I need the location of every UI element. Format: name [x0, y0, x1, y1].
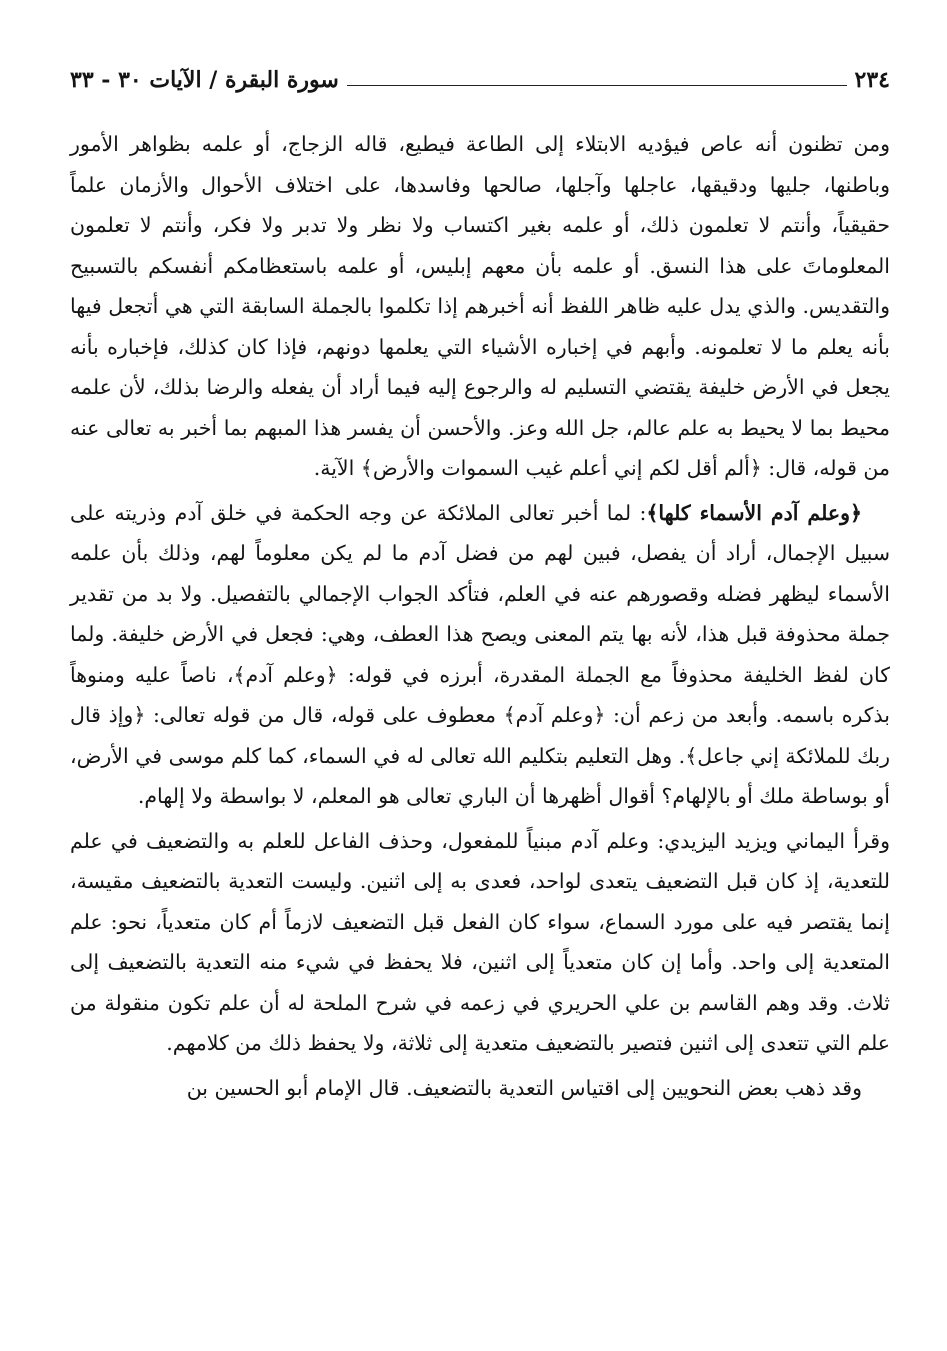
- surah-title: سورة البقرة / الآيات ٣٠ - ٣٣: [70, 67, 339, 93]
- page-header: [70, 52, 890, 92]
- page-number: ٢٣٤: [854, 67, 890, 93]
- page-body: [70, 124, 890, 1108]
- paragraph-2-text: : لما أخبر تعالى الملائكة عن وجه الحكمة في خلق آدم وذريته على سبيل الإجمال، أراد أن يفصل، فبين لهم من فضل آدم ما لم يكن معلوماً لهم، وذلك بأن علمه الأسماء ليظهر فضله وقصورهم عنه في العلم، فتأكد الجواب الإجمالي بالتفصيل. ولا بد من تقدير جملة محذوفة قبل هذا، لأنه بها يتم المعنى ويصح هذا العطف، وهي: فجعل في الأرض خليفة. ولما كان لفظ الخليفة محذوفاً مع الجملة المقدرة، أبرزه في قوله: ﴿وعلم آدم﴾، ناصاً عليه ومنوهاً بذكره باسمه. وأبعد من زعم أن: ﴿وعلم آدم﴾ معطوف على قوله، قال من قوله تعالى: ﴿وإذ قال ربك للملائكة إني جاعل﴾. وهل التعليم بتكليم الله تعالى له في السماء، كما كلم موسى في الأرض، أو بوساطة ملك أو بالإلهام؟ أقوال أظهرها أن الباري تعالى هو المعلم، لا بواسطة ولا إلهام.: [70, 500, 890, 808]
- paragraph-2: [70, 493, 890, 817]
- paragraph-1: ومن تظنون أنه عاص فيؤديه الابتلاء إلى الطاعة فيطيع، قاله الزجاج، أو علمه بظواهر الأمور وباطنها، جليها ودقيقها، عاجلها وآجلها، صالحها وفاسدها، على اختلاف الأحوال والأزمان علماً حقيقياً، وأنتم لا تعلمون ذلك، أو علمه بغير اكتساب ولا نظر ولا تدبر ولا فكر، وأنتم لا تعلمون المعلوماتَ على هذا النسق. أو علمه بأن معهم إبليس، أو علمه باستعظامكم أنفسكم بالتسبيح والتقديس. والذي يدل عليه ظاهر اللفظ أنه أخبرهم إذا تكلموا بالجملة السابقة التي هي أتجعل فيها بأنه يعلم ما لا تعلمونه. وأبهم في إخباره الأشياء التي يعلمها دونهم، فإذا كان كذلك، فإخباره بأنه يجعل في الأرض خليفة يقتضي التسليم له والرجوع إليه فيما أراد أن يفعله والرضا بذلك، لأن علمه محيط بما لا يحيط به علم عالم، جل الله وعز. والأحسن أن يفسر هذا المبهم بما أخبر به تعالى عنه من قوله، قال: ﴿ألم أقل لكم إني أعلم غيب السموات والأرض﴾ الآية.: [70, 132, 890, 480]
- book-page: [70, 52, 890, 1108]
- paragraph-3: وقرأ اليماني ويزيد اليزيدي: وعلم آدم مبنياً للمفعول، وحذف الفاعل للعلم به والتضعيف في علم للتعدية، إذ كان قبل التضعيف يتعدى لواحد، فعدى به إلى اثنين. وليست التعدية بالتضعيف مقيسة، إنما يقتصر فيه على مورد السماع، سواء كان الفعل قبل التضعيف لازماً أم كان متعدياً، نحو: علم المتعدية إلى واحد. وأما إن كان متعدياً إلى اثنين، فلا يحفظ في شيء منه التعدية بالتضعيف إلى ثلاث. وقد وهم القاسم بن علي الحريري في زعمه في شرح الملحة له أن علم تكون منقولة من علم التي تتعدى إلى اثنين فتصير بالتضعيف متعدية إلى ثلاثة، ولا يحفظ ذلك من كلامهم.: [70, 828, 890, 1055]
- header-rule: [347, 85, 847, 86]
- verse-heading: ﴿وعلم آدم الأسماء كلها﴾: [646, 500, 863, 525]
- paragraph-4: وقد ذهب بعض النحويين إلى اقتياس التعدية بالتضعيف. قال الإمام أبو الحسين بن: [186, 1075, 862, 1100]
